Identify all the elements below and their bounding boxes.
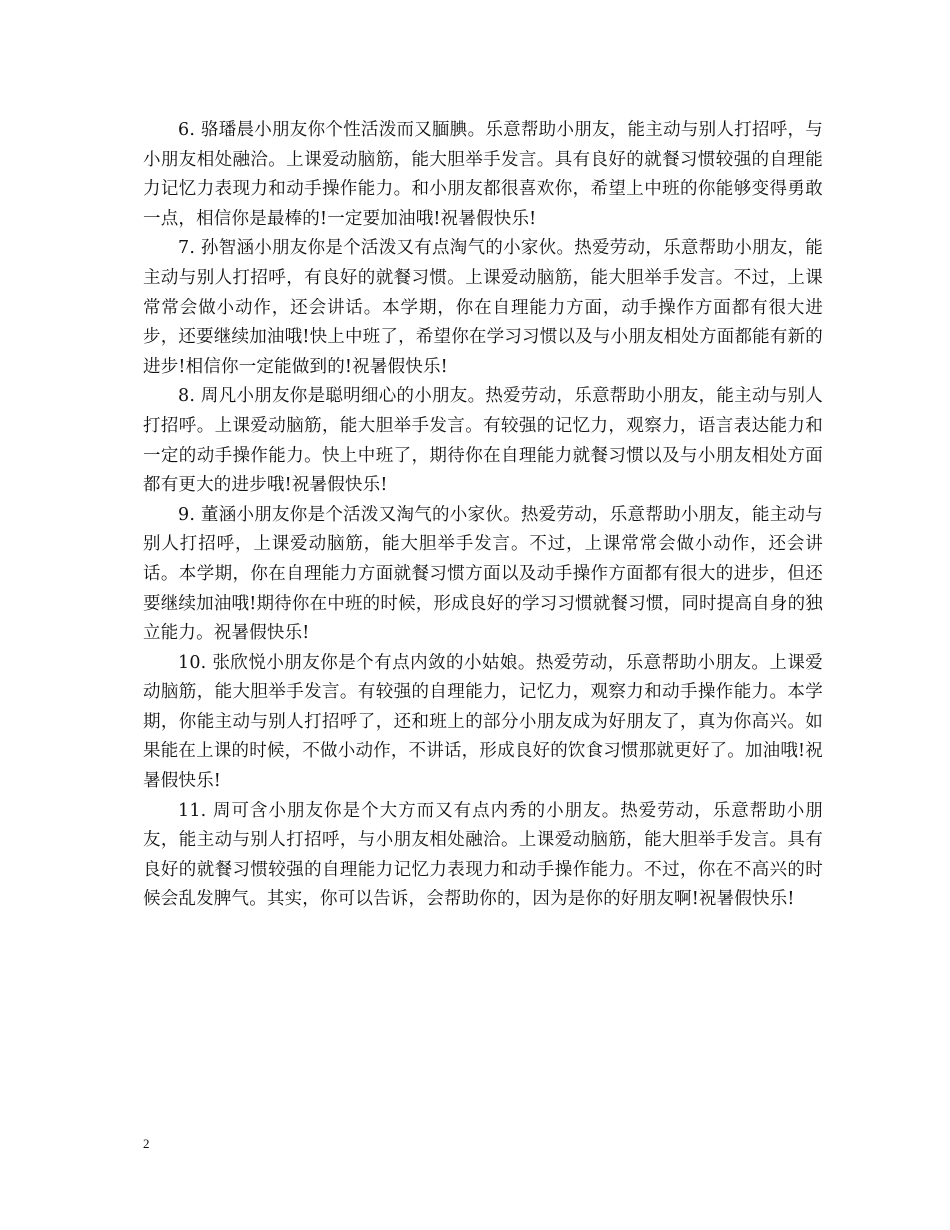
- paragraph-10: 10. 张欣悦小朋友你是个有点内敛的小姑娘。热爱劳动，乐意帮助小朋友。上课爱动脑筋，能大胆举手发言。有较强的自理能力，记忆力，观察力和动手操作能力。本学期，你能主动与别人打招呼了，还和班上的部分小朋友成为好朋友了，真为你高兴。如果能在上课的时候，不做小动作，不讲话，形成良好的饮食习惯那就更好了。加油哦!祝暑假快乐!: [143, 652, 823, 792]
- paragraph-11: 11. 周可含小朋友你是个大方而又有点内秀的小朋友。热爱劳动，乐意帮助小朋友，能主动与别人打招呼，与小朋友相处融洽。上课爱动脑筋，能大胆举手发言。具有良好的就餐习惯较强的自理能力记忆力表现力和动手操作能力。不过，你在不高兴的时候会乱发脾气。其实，你可以告诉，会帮助你的，因为是你的好朋友啊!祝暑假快乐!: [143, 800, 823, 910]
- paragraph-7: 7. 孙智涵小朋友你是个活泼又有点淘气的小家伙。热爱劳动，乐意帮助小朋友，能主动与别人打招呼，有良好的就餐习惯。上课爱动脑筋，能大胆举手发言。不过，上课常常会做小动作，还会讲话。本学期，你在自理能力方面，动手操作方面都有很大进步，还要继续加油哦!快上中班了，希望你在学习习惯以及与小朋友相处方面都能有新的进步!相信你一定能做到的!祝暑假快乐!: [143, 238, 823, 377]
- paragraph-6: 6. 骆璠晨小朋友你个性活泼而又腼腆。乐意帮助小朋友，能主动与别人打招呼，与小朋友相处融洽。上课爱动脑筋，能大胆举手发言。具有良好的就餐习惯较强的自理能力记忆力表现力和动手操作能力。和小朋友都很喜欢你，希望上中班的你能够变得勇敢一点，相信你是最棒的!一定要加油哦!祝暑假快乐!: [143, 120, 823, 229]
- paragraph-9: 9. 董涵小朋友你是个活泼又淘气的小家伙。热爱劳动，乐意帮助小朋友，能主动与别人打招呼，上课爱动脑筋，能大胆举手发言。不过，上课常常会做小动作，还会讲话。本学期，你在自理能力方面就餐习惯方面以及动手操作方面都有很大的进步，但还要继续加油哦!期待你在中班的时候，形成良好的学习习惯就餐习惯，同时提高自身的独立能力。祝暑假快乐!: [143, 504, 823, 644]
- page-number: 2: [143, 1136, 150, 1151]
- document-body: [143, 116, 823, 915]
- paragraph-8: 8. 周凡小朋友你是聪明细心的小朋友。热爱劳动，乐意帮助小朋友，能主动与别人打招呼。上课爱动脑筋，能大胆举手发言。有较强的记忆力，观察力，语言表达能力和一定的动手操作能力。快上中班了，期待你在自理能力就餐习惯以及与小朋友相处方面都有更大的进步哦!祝暑假快乐!: [143, 386, 823, 496]
